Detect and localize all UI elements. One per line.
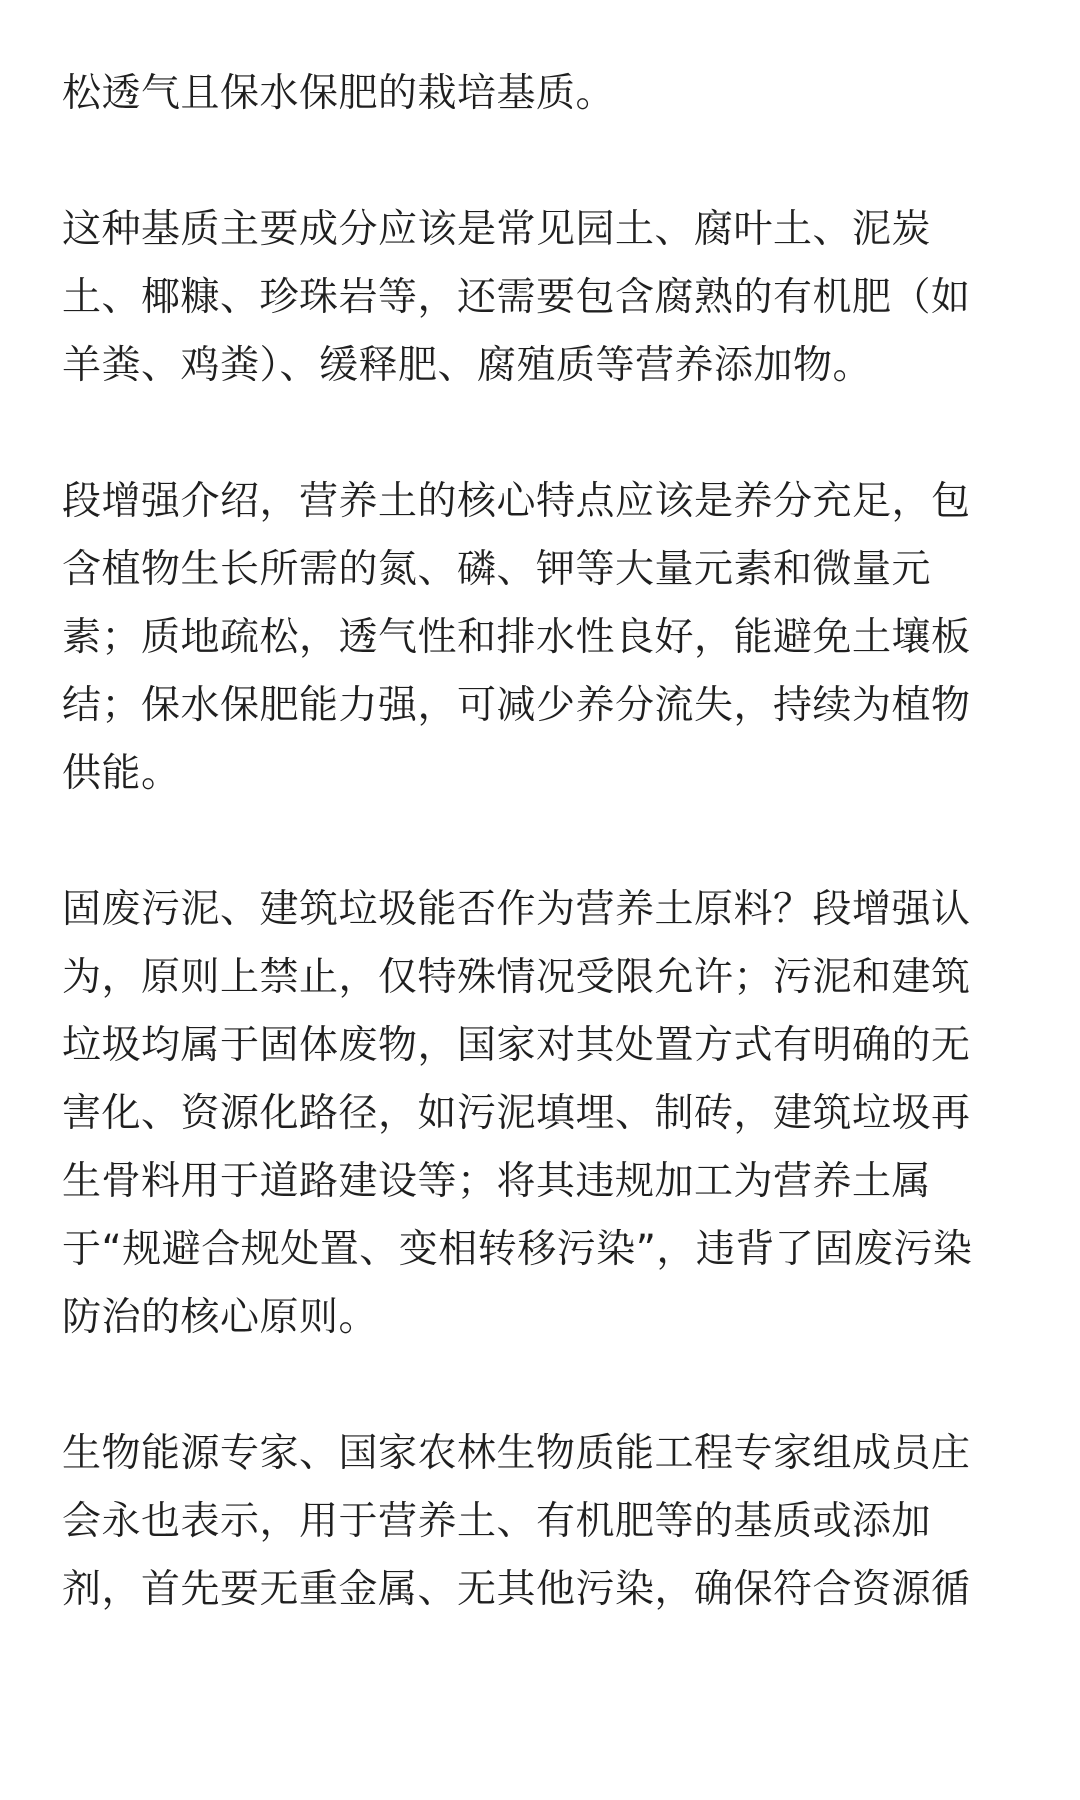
paragraph-2 (62, 196, 1028, 400)
text-line: 供能。 (62, 751, 181, 796)
paragraph-4 (62, 876, 1028, 1352)
text-line: 于“规避合规处置、变相转移污染”，违背了固废污染 (62, 1227, 973, 1272)
text-line: 防治的核心原则。 (62, 1295, 379, 1340)
text-line: 这种基质主要成分应该是常见园土、腐叶土、泥炭 (62, 207, 932, 252)
text-line: 剂，首先要无重金属、无其他污染，确保符合资源循 (62, 1567, 971, 1612)
text-line: 素；质地疏松，透气性和排水性良好，能避免土壤板 (62, 615, 971, 660)
paragraph-5 (62, 1420, 1028, 1624)
text-line: 生物能源专家、国家农林生物质能工程专家组成员庄 (62, 1431, 971, 1476)
text-line: 土、椰糠、珍珠岩等，还需要包含腐熟的有机肥（如 (62, 275, 971, 320)
paragraph-1 (62, 60, 1028, 128)
text-line: 松透气且保水保肥的栽培基质。 (62, 71, 616, 116)
text-line: 羊粪、鸡粪）、缓释肥、腐殖质等营养添加物。 (62, 343, 873, 388)
text-line: 结；保水保肥能力强，可减少养分流失，持续为植物 (62, 683, 971, 728)
text-line: 垃圾均属于固体废物，国家对其处置方式有明确的无 (62, 1023, 971, 1068)
article-body (62, 60, 1028, 1692)
text-line: 为，原则上禁止，仅特殊情况受限允许；污泥和建筑 (62, 955, 971, 1000)
text-line: 含植物生长所需的氮、磷、钾等大量元素和微量元 (62, 547, 932, 592)
text-line: 会永也表示，用于营养土、有机肥等的基质或添加 (62, 1499, 932, 1544)
text-line: 段增强介绍，营养土的核心特点应该是养分充足，包 (62, 479, 971, 524)
text-line: 固废污泥、建筑垃圾能否作为营养土原料？段增强认 (62, 887, 971, 932)
text-line: 害化、资源化路径，如污泥填埋、制砖，建筑垃圾再 (62, 1091, 971, 1136)
paragraph-3 (62, 468, 1028, 808)
text-line: 生骨料用于道路建设等；将其违规加工为营养土属 (62, 1159, 932, 1204)
